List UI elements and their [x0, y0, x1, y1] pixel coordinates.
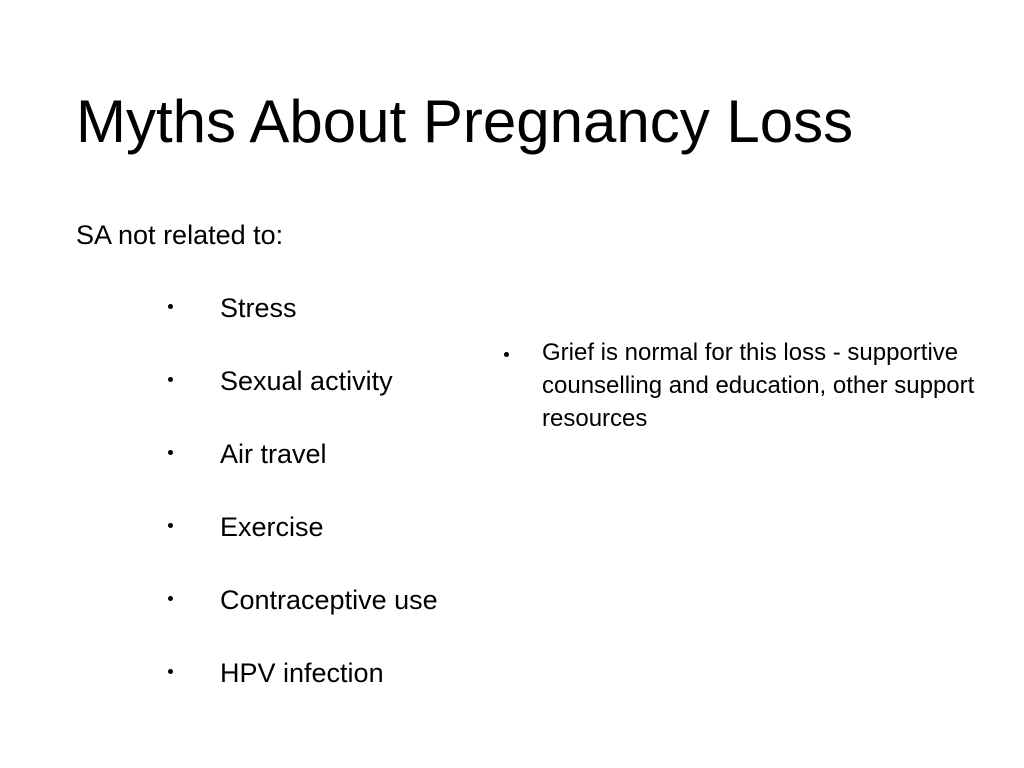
grief-note-text: Grief is normal for this loss - supportive counselling and education, other support resources: [542, 339, 975, 432]
bullet-icon: [504, 352, 509, 357]
bullet-icon: [168, 377, 173, 382]
list-item-label: HPV infection: [220, 658, 384, 688]
list-item-label: Sexual activity: [220, 366, 393, 396]
bullet-icon: [168, 304, 173, 309]
list-item-label: Contraceptive use: [220, 585, 438, 615]
slide-title: Myths About Pregnancy Loss: [76, 88, 854, 155]
bullet-icon: [168, 669, 173, 674]
intro-text: SA not related to:: [76, 220, 284, 250]
list-item-label: Stress: [220, 293, 297, 323]
list-item-label: Air travel: [220, 439, 327, 469]
bullet-icon: [168, 523, 173, 528]
list-item-label: Exercise: [220, 512, 324, 542]
bullet-icon: [168, 450, 173, 455]
bullet-icon: [168, 596, 173, 601]
